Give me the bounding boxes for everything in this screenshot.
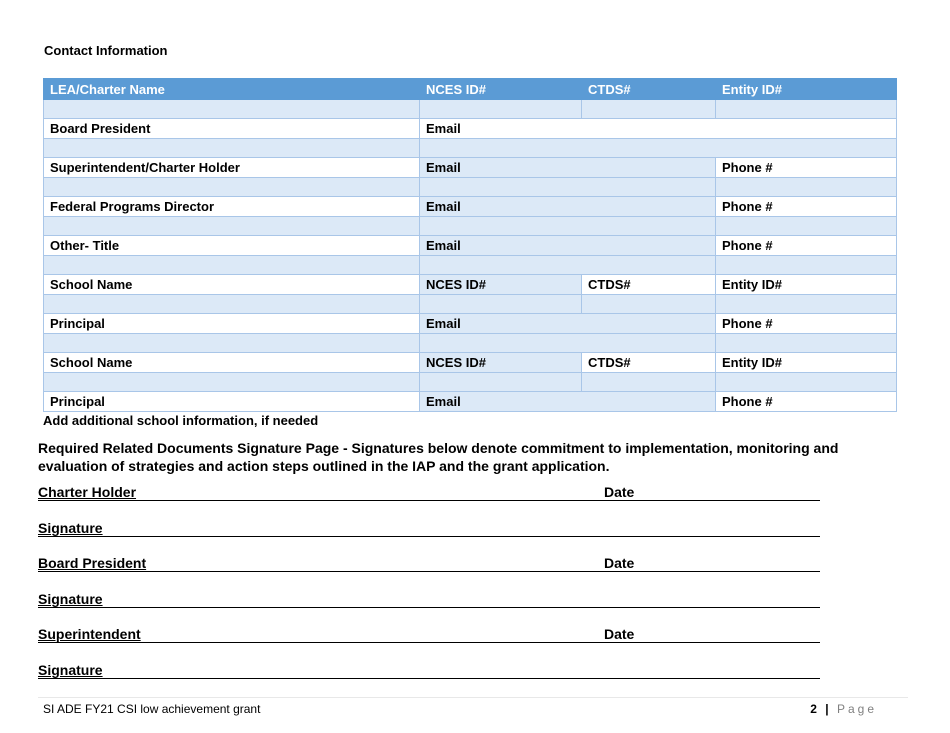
header-ctds: CTDS# [582,79,716,100]
board-president-email-label: Email [420,119,897,139]
charter-holder-signature-line[interactable] [38,481,820,501]
page-separator: | [825,702,830,716]
principal-1-input-row [44,334,897,353]
federal-programs-email-label: Email [420,197,716,217]
other-title-input-row [44,256,897,275]
school-2-input-row [44,373,897,392]
footer-doc-title: SI ADE FY21 CSI low achievement grant [43,702,261,716]
superintendent-signature-field[interactable] [38,659,820,679]
other-title-row [44,236,897,256]
charter-holder-date-label: Date [604,484,635,500]
school-2-name-field[interactable] [44,373,420,392]
signature-label: Signature [38,662,103,678]
school-1-nces-field[interactable] [420,295,582,314]
school-2-row [44,353,897,373]
principal-1-phone-label: Phone # [716,314,897,334]
school-1-input-row [44,295,897,314]
principal-1-name-field[interactable] [44,334,420,353]
page-word: Page [836,702,877,716]
table-header-row [44,79,897,100]
superintendent-row [44,158,897,178]
school-2-ctds-label: CTDS# [582,353,716,373]
school-2-name-label: School Name [44,353,420,373]
other-title-name-field[interactable] [44,256,420,275]
superintendent-email-label: Email [420,158,716,178]
federal-programs-row [44,197,897,217]
footer-divider [38,697,908,698]
federal-programs-input-row [44,217,897,236]
signature-statement: Required Related Documents Signature Page - Signatures below denote commitment to implementation, monitoring and evaluation of strategies and action steps outlined in the IAP and the grant application. [38,440,839,474]
superintendent-email-field[interactable] [420,178,716,197]
board-president-date-label: Date [604,555,635,571]
school-2-nces-field[interactable] [420,373,582,392]
principal-2-row [44,392,897,412]
page-number: 2 [810,702,818,716]
superintendent-sig-label: Superintendent [38,626,141,642]
header-lea-name: LEA/Charter Name [44,79,420,100]
footer-page-indicator [810,702,877,716]
school-1-entity-field[interactable] [716,295,897,314]
signature-label: Signature [38,520,103,536]
superintendent-phone-label: Phone # [716,158,897,178]
other-title-email-label: Email [420,236,716,256]
contact-table [43,78,897,412]
other-title-phone-field[interactable] [716,256,897,275]
board-president-signature-field[interactable] [38,588,820,608]
board-president-name-field[interactable] [44,139,420,158]
section-title: Contact Information [44,43,168,58]
school-1-nces-label: NCES ID# [420,275,582,295]
superintendent-phone-field[interactable] [716,178,897,197]
lea-nces-field[interactable] [420,100,582,119]
other-title-phone-label: Phone # [716,236,897,256]
charter-holder-label: Charter Holder [38,484,137,500]
superintendent-signature-line[interactable] [38,623,820,643]
board-president-input-row [44,139,897,158]
board-president-row [44,119,897,139]
lea-ctds-field[interactable] [582,100,716,119]
header-nces-id: NCES ID# [420,79,582,100]
other-title-email-field[interactable] [420,256,716,275]
lea-name-field[interactable] [44,100,420,119]
school-1-ctds-label: CTDS# [582,275,716,295]
school-2-ctds-field[interactable] [582,373,716,392]
school-1-entity-label: Entity ID# [716,275,897,295]
superintendent-name-field[interactable] [44,178,420,197]
additional-school-note: Add additional school information, if needed [43,413,319,428]
board-president-email-field[interactable] [420,139,897,158]
superintendent-input-row [44,178,897,197]
principal-1-email-field[interactable] [420,334,716,353]
principal-2-label: Principal [44,392,420,412]
school-2-nces-label: NCES ID# [420,353,582,373]
principal-1-row [44,314,897,334]
board-president-sig-label: Board President [38,555,147,571]
school-1-name-label: School Name [44,275,420,295]
school-1-row [44,275,897,295]
principal-1-phone-field[interactable] [716,334,897,353]
school-2-entity-label: Entity ID# [716,353,897,373]
board-president-label: Board President [44,119,420,139]
school-2-entity-field[interactable] [716,373,897,392]
lea-entity-field[interactable] [716,100,897,119]
signature-label: Signature [38,591,103,607]
federal-programs-label: Federal Programs Director [44,197,420,217]
federal-programs-email-field[interactable] [420,217,716,236]
lea-input-row [44,100,897,119]
board-president-signature-line[interactable] [38,552,820,572]
superintendent-label: Superintendent/Charter Holder [44,158,420,178]
principal-2-email-label: Email [420,392,716,412]
header-entity-id: Entity ID# [716,79,897,100]
school-1-ctds-field[interactable] [582,295,716,314]
superintendent-date-label: Date [604,626,635,642]
federal-programs-name-field[interactable] [44,217,420,236]
school-1-name-field[interactable] [44,295,420,314]
principal-1-email-label: Email [420,314,716,334]
federal-programs-phone-label: Phone # [716,197,897,217]
principal-1-label: Principal [44,314,420,334]
charter-holder-signature-field[interactable] [38,517,820,537]
principal-2-phone-label: Phone # [716,392,897,412]
federal-programs-phone-field[interactable] [716,217,897,236]
other-title-label: Other- Title [44,236,420,256]
